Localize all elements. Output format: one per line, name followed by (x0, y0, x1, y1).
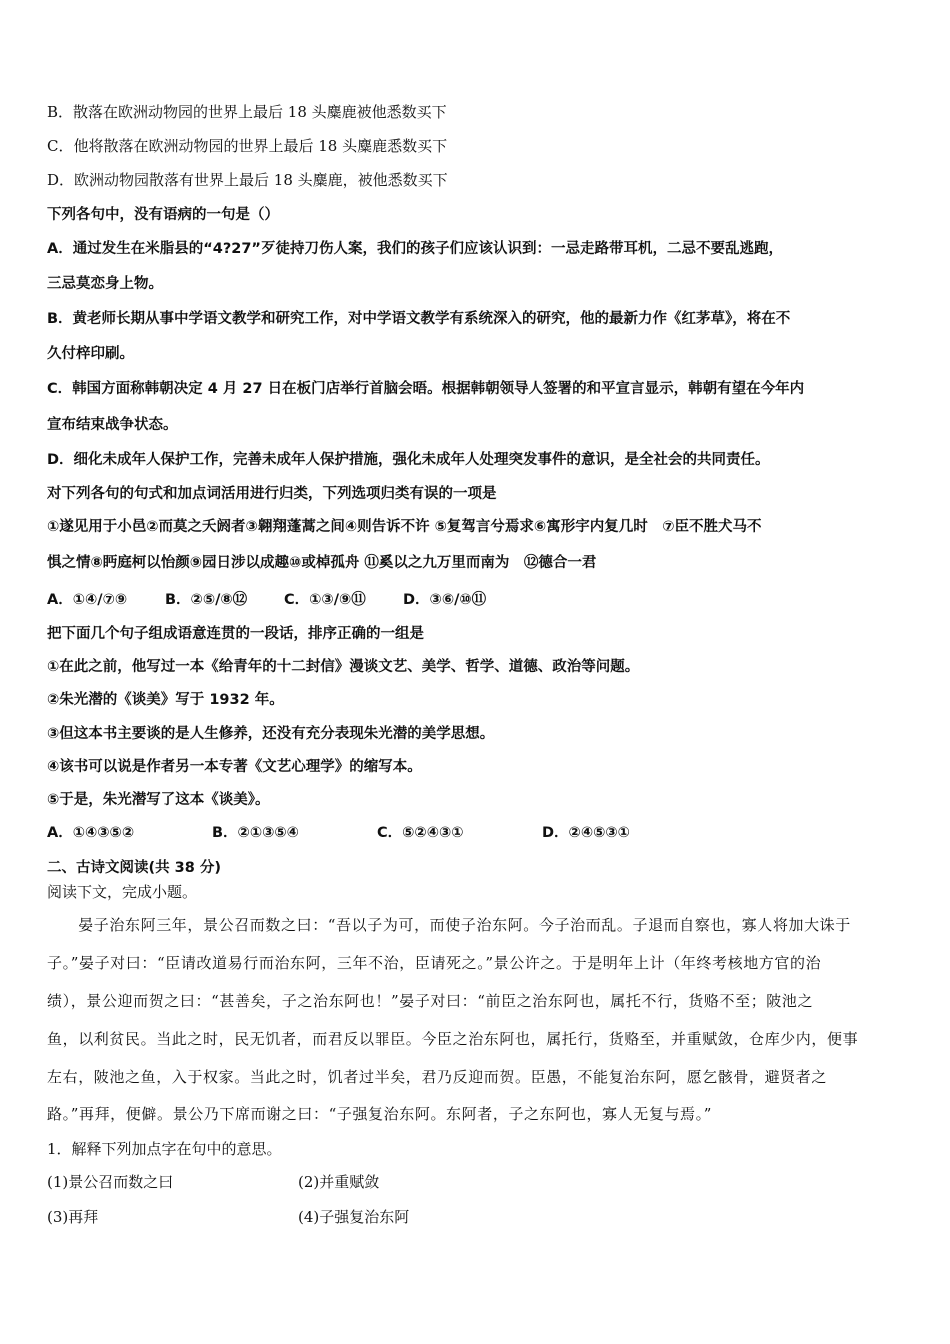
classify-option-c: C．①③/⑨⑪ (284, 592, 366, 608)
classify-option-a: A．①④/⑦⑨ (47, 592, 128, 608)
word-item-1: (1)景公召而数之曰 (47, 1173, 174, 1191)
passage-line-4: 鱼，以利贫民。当此之时，民无饥者，而君反以罪臣。今臣之治东阿也，属托行，货赂至，并重赋敛，仓库少内，便事 (47, 1030, 859, 1048)
order-option-c: C．⑤②④③① (377, 825, 464, 841)
order-option-a: A．①④③⑤② (47, 825, 135, 841)
order-option-b: B．②①③⑤④ (212, 825, 299, 841)
section-heading: 二、古诗文阅读(共 38 分) (47, 860, 222, 876)
word-item-3: (3)再拜 (47, 1208, 99, 1226)
grammar-option-d: D．细化未成年人保护工作，完善未成年人保护措施，强化未成年人处理突发事件的意识，是全社会的共同责任。 (47, 452, 770, 468)
prev-option-c: C．他将散落在欧洲动物园的世界上最后 18 头麋鹿悉数买下 (47, 137, 448, 155)
order-option-d: D．②④⑤③① (542, 825, 630, 841)
grammar-option-b-line1: B．黄老师长期从事中学语文教学和研究工作，对中学语文教学有系统深入的研究，他的最新力作《红茅草》，将在不 (47, 311, 791, 327)
reading-instruction: 阅读下文，完成小题。 (47, 883, 198, 901)
classify-question-stem: 对下列各句的句式和加点词活用进行归类，下列选项归类有误的一项是 (47, 486, 497, 502)
word-item-2: (2)并重赋敛 (298, 1173, 380, 1191)
order-options (47, 823, 907, 845)
classify-option-b: B．②⑤/⑧⑫ (165, 592, 248, 608)
passage-line-3: 绩），景公迎而贺之曰：“甚善矣，子之治东阿也！”晏子对曰：“前臣之治东阿也，属托不行，货赂不至；陂池之 (47, 992, 814, 1010)
classify-option-d: D．③⑥/⑩⑪ (403, 592, 487, 608)
order-question-stem: 把下面几个句子组成语意连贯的一段话，排序正确的一组是 (47, 626, 424, 642)
grammar-option-c-line1: C．韩国方面称韩朝决定 4 月 27 日在板门店举行首脑会晤。根据韩朝领导人签署的和平宣言显示，韩朝有望在今年内 (47, 381, 805, 397)
order-sentence-5: ⑤于是，朱光潜写了这本《谈美》。 (47, 792, 270, 808)
order-sentence-1: ①在此之前，他写过一本《给青年的十二封信》漫谈文艺、美学、哲学、道德、政治等问题。 (47, 659, 640, 675)
order-sentence-2: ②朱光潜的《谈美》写于 1932 年。 (47, 692, 284, 708)
grammar-option-a-line2: 三忌莫恋身上物。 (47, 276, 163, 292)
grammar-option-b-line2: 久付梓印刷。 (47, 346, 134, 362)
prev-option-b: B．散落在欧洲动物园的世界上最后 18 头麋鹿被他悉数买下 (47, 103, 447, 121)
grammar-question-stem: 下列各句中，没有语病的一句是（） (47, 207, 279, 223)
classify-options (47, 590, 907, 612)
grammar-option-a-line1: A．通过发生在米脂县的“4?27”歹徒持刀伤人案，我们的孩子们应该认识到：一忌走路带耳机，二忌不要乱逃跑， (47, 241, 783, 257)
prev-option-d: D．欧洲动物园散落有世界上最后 18 头麋鹿，被他悉数买下 (47, 171, 448, 189)
order-sentence-3: ③但这本书主要谈的是人生修养，还没有充分表现朱光潜的美学思想。 (47, 726, 495, 742)
passage-line-5: 左右，陂池之鱼，入于权家。当此之时，饥者过半矣，君乃反迎而贺。臣愚，不能复治东阿，愿乞骸骨，避贤者之 (47, 1068, 828, 1086)
passage-line-2: 子。”晏子对曰：“臣请改道易行而治东阿，三年不治，臣请死之。”景公许之。于是明年上计（年终考核地方官的治 (47, 954, 822, 972)
order-sentence-4: ④该书可以说是作者另一本专著《文艺心理学》的缩写本。 (47, 759, 422, 775)
classify-sentences-line1: ①遂见用于小邑②而莫之夭阏者③翱翔蓬蒿之间④则告诉不许 ⑤复驾言兮焉求⑥寓形宇内复几时 ⑦臣不胜犬马不 (47, 519, 762, 535)
passage-line-1: 晏子治东阿三年，景公召而数之曰：“吾以子为可，而使子治东阿。今子治而乱。子退而自察也，寡人将加大诛于 (47, 916, 851, 934)
sub-question-1: 1．解释下列加点字在句中的意思。 (47, 1140, 282, 1158)
classify-sentences-line2: 惧之情⑧眄庭柯以怡颜⑨园日涉以成趣⑩或棹孤舟 ⑪奚以之九万里而南为 ⑫德合一君 (47, 555, 597, 571)
word-item-4: (4)子强复治东阿 (298, 1208, 410, 1226)
grammar-option-c-line2: 宣布结束战争状态。 (47, 417, 178, 433)
passage-line-6: 路。”再拜，便僻。景公乃下席而谢之曰：“子强复治东阿。东阿者，子之东阿也，寡人无复与焉。” (47, 1105, 713, 1123)
